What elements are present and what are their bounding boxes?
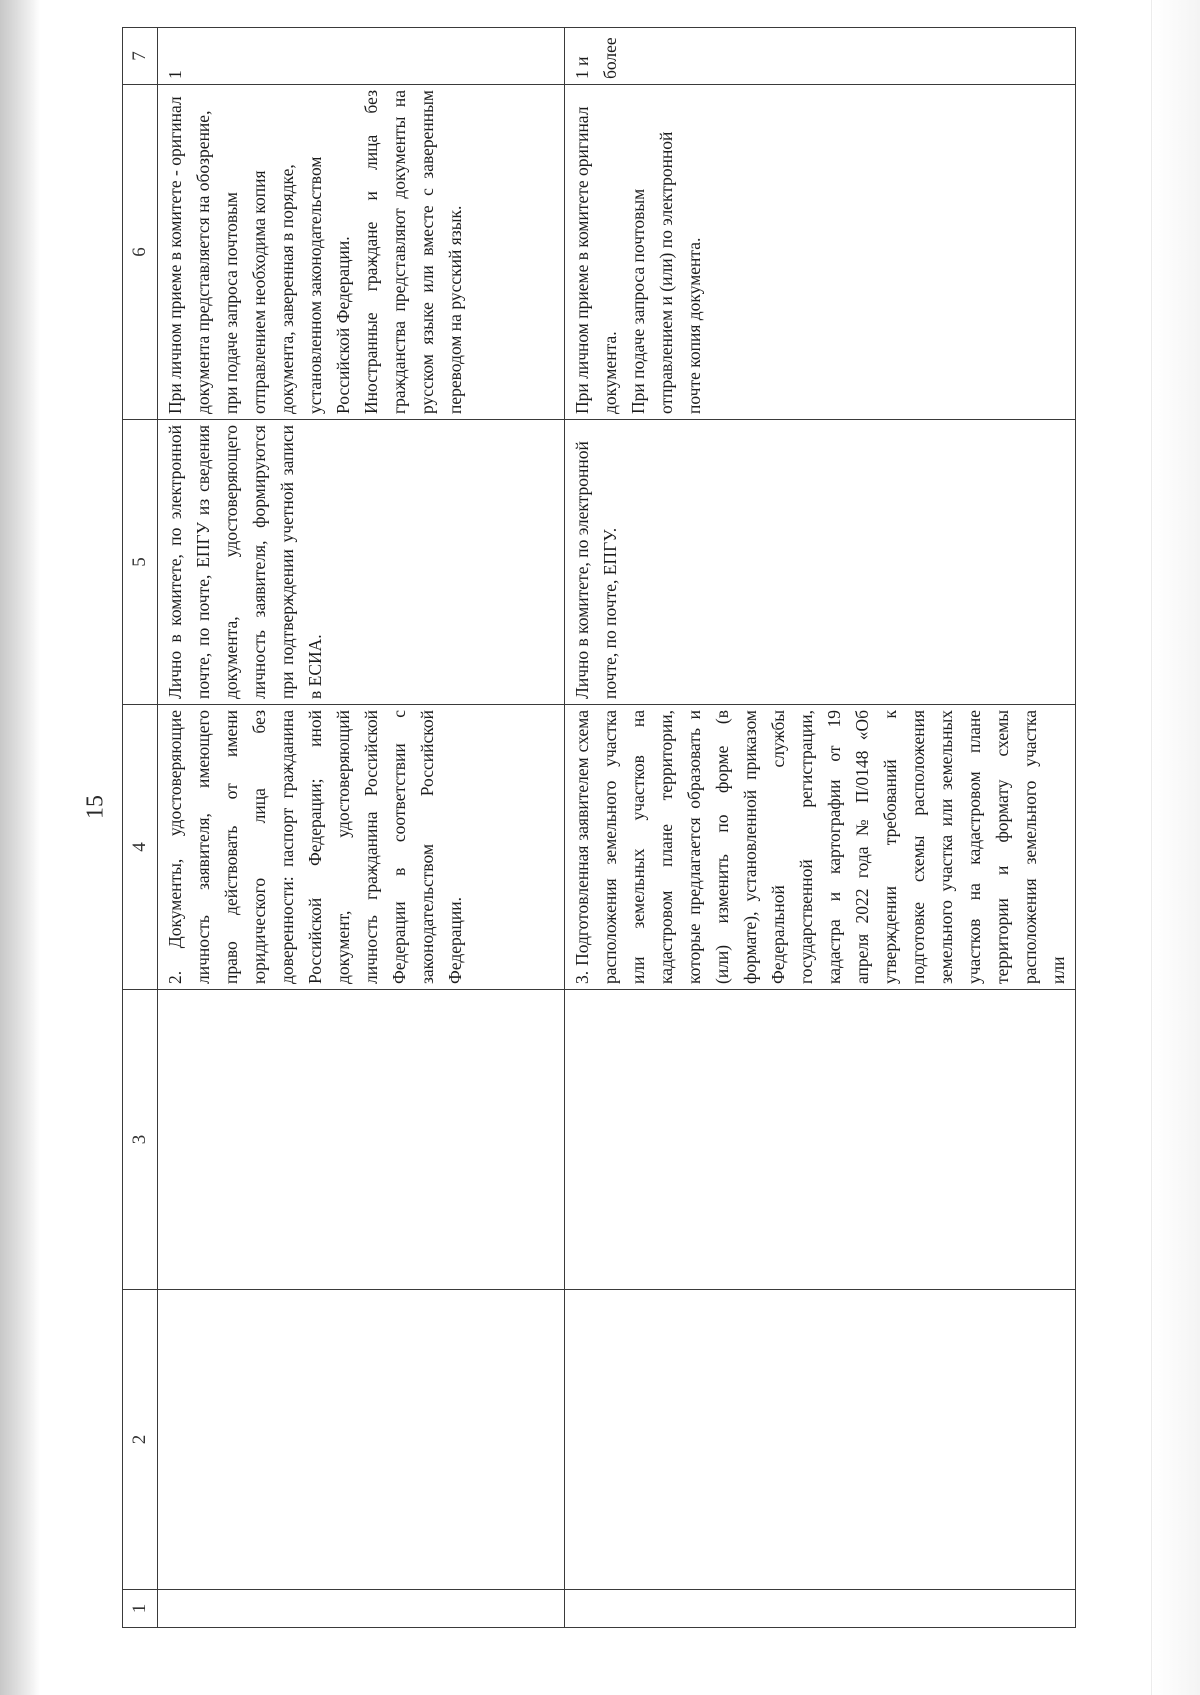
submission-requirements-text: При личном приеме в комитете оригинал документа. [572,106,620,414]
header-cell-4: 4 [123,705,158,990]
scan-shadow-left [0,0,40,1695]
header-cell-1: 1 [123,1590,158,1628]
documents-table [122,27,1076,1628]
row-3-col-1 [565,1590,1076,1628]
submission-requirements-text: При личном приеме в комитете - оригинал документа представляется на обозрение, при подаче запроса почтовым отправлением необходима копия документа, заверенная в порядке, установленном законодательством Российской Федерации. [165,96,353,414]
header-cell-2: 2 [123,1290,158,1590]
header-cell-3: 3 [123,990,158,1290]
row-3-col-3 [565,990,1076,1290]
header-cell-5: 5 [123,420,158,705]
submission-requirements-cell [158,85,565,420]
identity-documents-text: 2. Документы, удостоверяющие личность заявителя, имеющего право действовать от имени юридического лица без доверенности: паспорт гражданина Российской Федерации; иной документ, удостоверяющий личность гражданина Российской Федерации в соответствии с законодательством Российской Федерации. [158,705,565,990]
row-2-col-3 [158,990,565,1290]
quantity-text: 1 [158,28,565,85]
header-cell-7: 7 [123,28,158,85]
header-cell-6: 6 [123,85,158,420]
page-number-text: 15 [82,795,109,819]
row-2-col-1 [158,1590,565,1628]
table-row [158,28,565,1628]
page-number [82,792,109,822]
land-plot-scheme-text: 3. Подготовленная заявителем схема расположения земельного участка или земельных участков на кадастровом плане территории, которые предлагается образовать и (или) изменить по форме (в формате), установленной приказом Федеральной службы государственной регистрации, кадастра и картографии от 19 апреля 2022 года № П/0148 «Об утверждении требований к подготовке схемы расположения земельного участка или земельных участков на кадастровом плане территории и формату схемы расположения земельного участка или [565,705,1076,990]
rotated-table-sheet [122,28,1068,1628]
submission-requirements-cell [565,85,1076,420]
row-2-col-2 [158,1290,565,1590]
foreign-citizens-note: Иностранные граждане и лица без гражданства представляют документы на русском языке или вместе с заверенным переводом на русский язык. [361,90,465,414]
table-row [565,28,1076,1628]
scan-margin-right [1151,0,1200,1695]
quantity-text: 1 и более [565,28,1076,85]
mail-submission-note: При подаче запроса почтовым отправлением и (или) по электронной почте копия документа. [628,131,704,414]
submission-method-text: Лично в комитете, по электронной почте, по почте, ЕПГУ из сведения документа, удостоверяющего личность заявителя, формируются при подтверждении учетной записи в ЕСИА. [158,420,565,705]
row-3-col-2 [565,1290,1076,1590]
table-header-row [123,28,158,1628]
submission-method-text: Лично в комитете, по электронной почте, по почте, ЕПГУ. [565,420,1076,705]
